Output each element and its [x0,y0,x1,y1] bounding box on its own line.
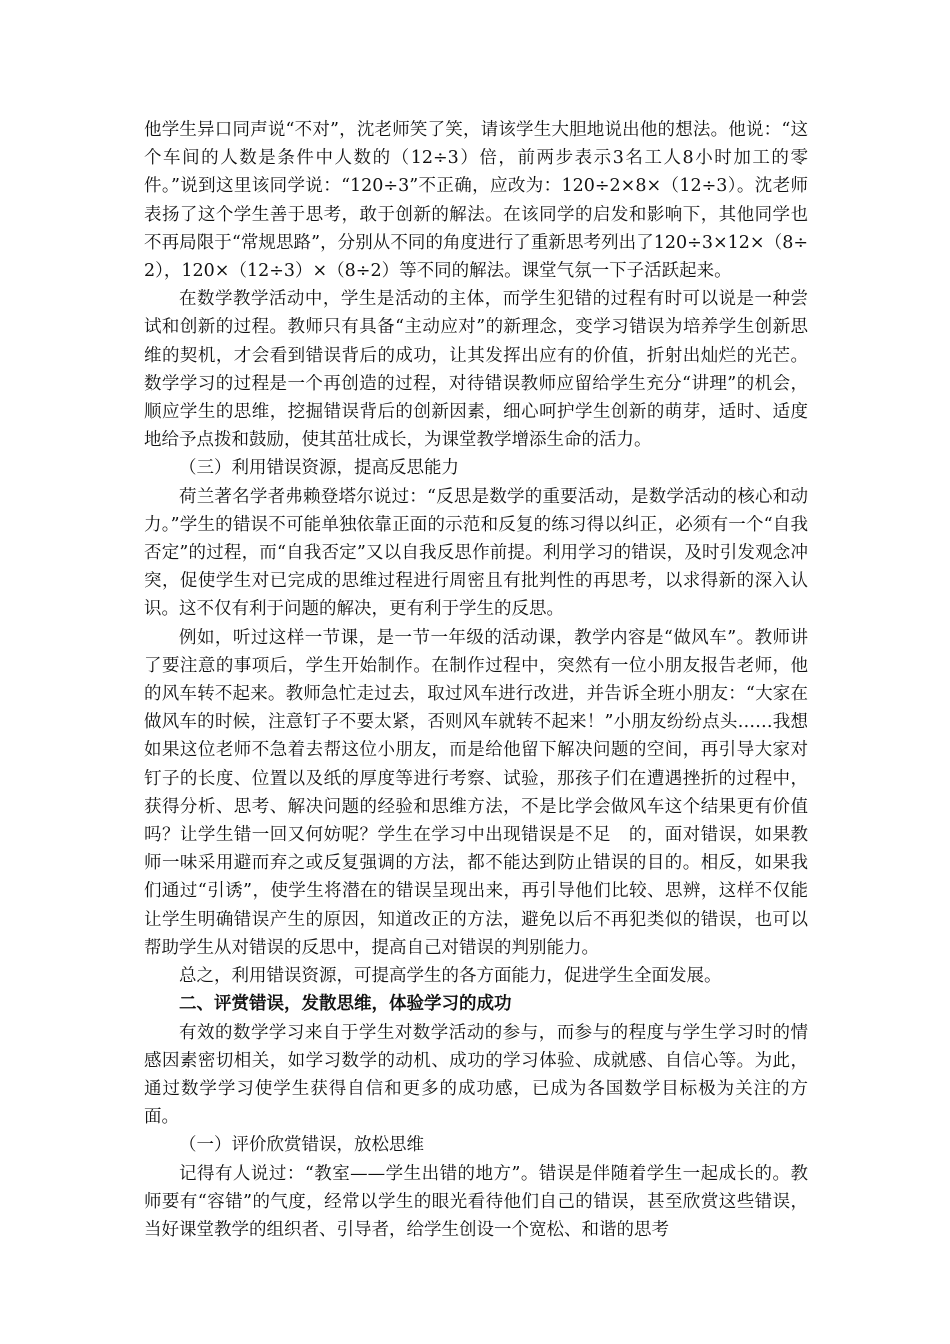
section-heading: 二、评赏错误，发散思维，体验学习的成功 [179,994,512,1015]
paragraph-body: 例如，听过这样一节课，是一节一年级的活动课，教学内容是“做风车”。教师讲了要注意的事项后，学生开始制作。在制作过程中，突然有一位小朋友报告老师，他的风车转不起来。教师急忙走过去，取过风车进行改进，并告诉全班小朋友：“大家在做风车的时候，注意钉子不要太紧，否则风车就转不起来！”小朋友纷纷点头……我想如果这位老师不急着去帮这位小朋友，而是给他留下解决问题的空间，再引导大家对钉子的长度、位置以及纸的厚度等进行考察、试验，那孩子们在遭遇挫折的过程中，获得分析、思考、解决问题的经验和思维方法，不是比学会做风车这个结果更有价值吗？让学生错一回又何妨呢？学生在学习中出现错误是不足 的，面对错误，如果教师一味采用避而弃之或反复强调的方法，都不能达到防止错误的目的。相反，如果我们通过“引诱”，使学生将潜在的错误呈现出来，再引导他们比较、思辨，这样不仅能让学生明确错误产生的原因，知道改正的方法，避免以后不再犯类似的错误，也可以帮助学生从对错误的反思中，提高自己对错误的判别能力。 [144,627,808,958]
paragraph-body: 在数学教学活动中，学生是活动的主体，而学生犯错的过程有时可以说是一种尝试和创新的过程。教师只有具备“主动应对”的新理念，变学习错误为培养学生创新思维的契机，才会看到错误背后的成功，让其发挥出应有的价值，折射出灿烂的光芒。数学学习的过程是一个再创造的过程，对待错误教师应留给学生充分“讲理”的机会，顺应学生的思维，挖掘错误背后的创新因素，细心呵护学生创新的萌芽，适时、适度地给予点拨和鼓励，使其茁壮成长，为课堂教学增添生命的活力。 [144,289,808,451]
document-page [144,116,808,1244]
paragraph-continued: 他学生异口同声说“不对”，沈老师笑了笑，请该学生大胆地说出他的想法。他说：“这个车间的人数是条件中人数的（12÷3）倍，前两步表示3名工人8小时加工的零件。”说到这里该同学说：“120÷3”不正确，应改为：120÷2×8×（12÷3）。沈老师表扬了这个学生善于思考，敢于创新的解法。在该同学的启发和影响下，其他同学也不再局限于“常规思路”，分别从不同的角度进行了重新思考列出了120÷3×12×（8÷2），120×（12÷3）×（8÷2）等不同的解法。课堂气氛一下子活跃起来。 [144,120,808,282]
section-subheading: （三）利用错误资源，提高反思能力 [179,458,459,479]
paragraph-body: 荷兰著名学者弗赖登塔尔说过：“反思是数学的重要活动，是数学活动的核心和动力。”学生的错误不可能单独依靠正面的示范和反复的练习得以纠正，必须有一个“自我否定”的过程，而“自我否定”又以自我反思作前提。利用学习的错误，及时引发观念冲突，促使学生对已完成的思维过程进行周密且有批判性的再思考，以求得新的深入认识。这不仅有利于问题的解决，更有利于学生的反思。 [144,486,808,620]
paragraph-body: 记得有人说过：“教室——学生出错的地方”。错误是伴随着学生一起成长的。教师要有“容错”的气度，经常以学生的眼光看待他们自己的错误，甚至欣赏这些错误，当好课堂教学的组织者、引导者，给学生创设一个宽松、和谐的思考 [144,1163,808,1240]
paragraph-body: 总之，利用错误资源，可提高学生的各方面能力，促进学生全面发展。 [179,966,722,987]
paragraph-body: 有效的数学学习来自于学生对数学活动的参与，而参与的程度与学生学习时的情感因素密切相关，如学习数学的动机、成功的学习体验、成就感、自信心等。为此，通过数学学习使学生获得自信和更多的成功感，已成为各国数学目标极为关注的方面。 [144,1022,808,1128]
section-subheading: （一）评价欣赏错误，放松思维 [179,1135,424,1156]
